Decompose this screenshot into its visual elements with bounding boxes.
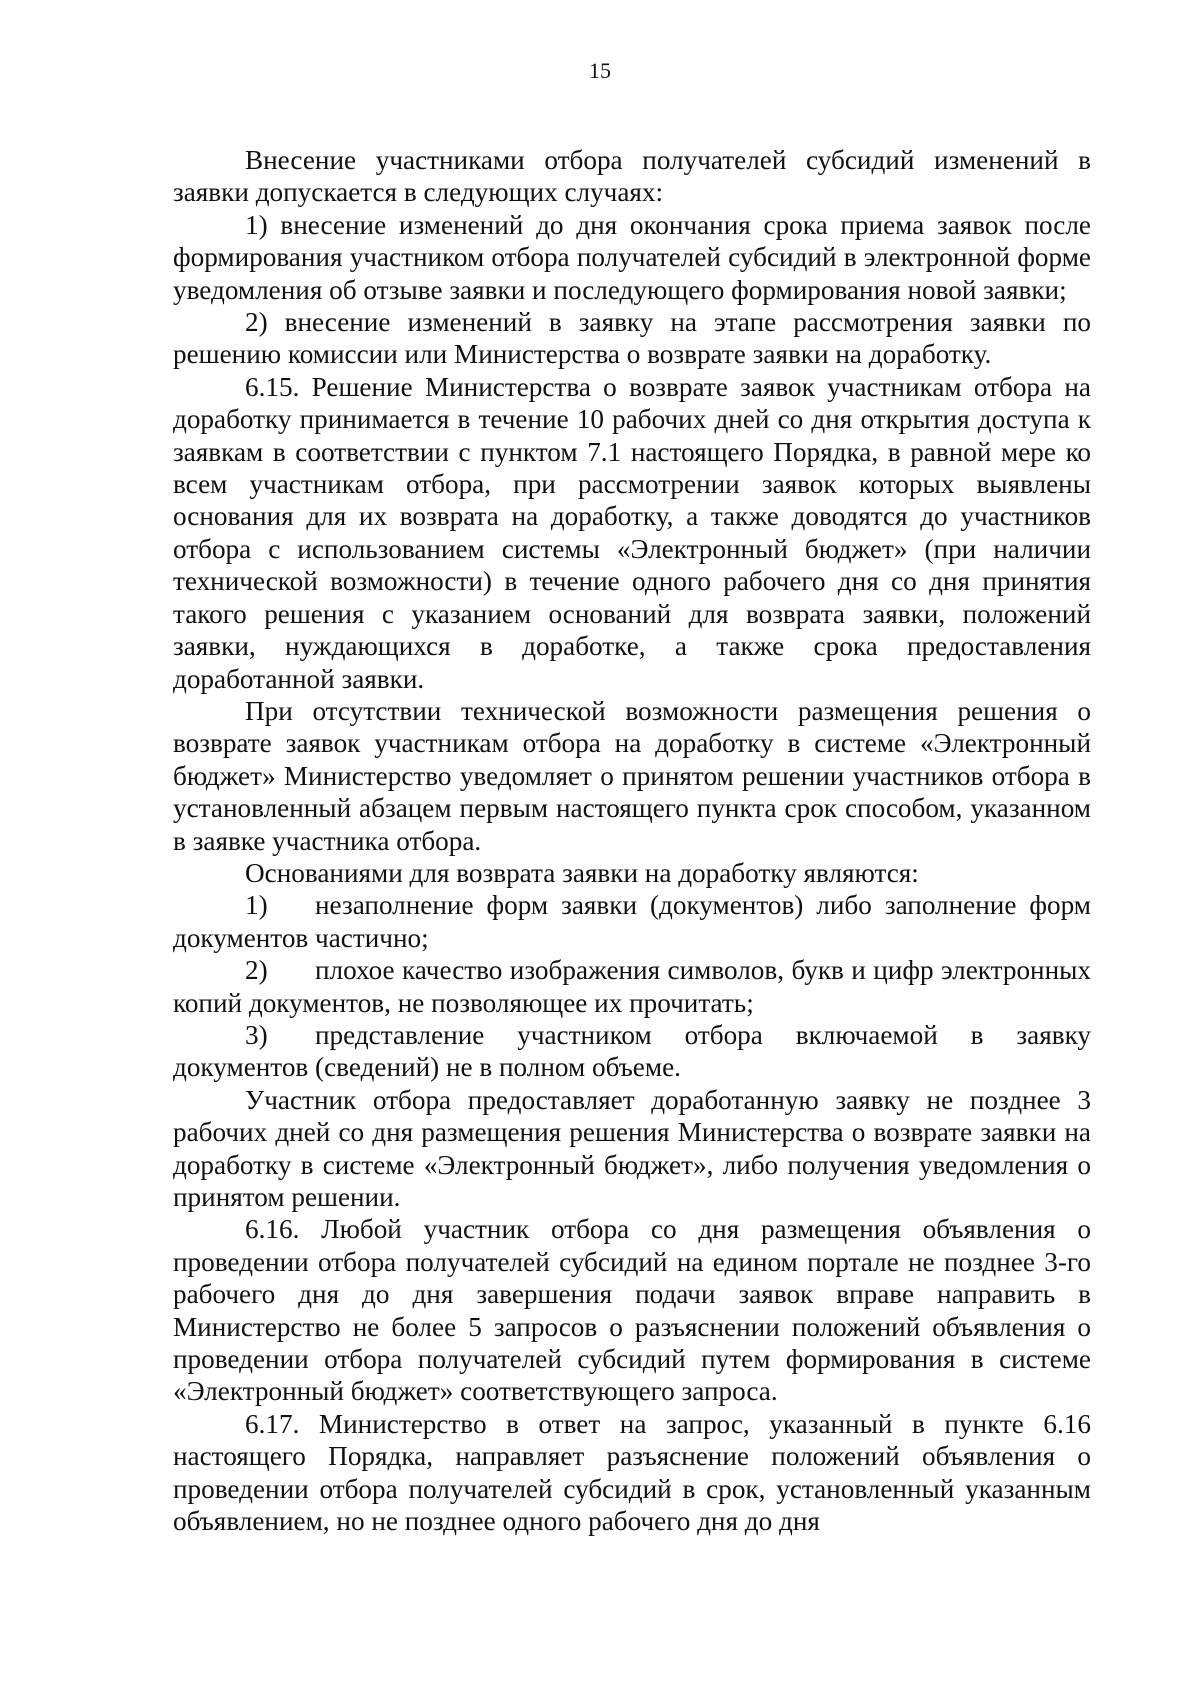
list-item-number: 1): [245, 890, 268, 921]
paragraph-6-15: 6.15. Решение Министерства о возврате заявок участникам отбора на доработку принимается в течение 10 рабочих дней со дня открытия доступа к заявкам в соответствии с пунктом 7.1 настоящего Порядка, в равной мере ко всем участникам отбора, при рассмотрении заявок которых выявлены основания для их возврата на доработку, а также доводятся до участников отбора с использованием системы «Электронный бюджет» (при наличии технической возможности) в течение одного рабочего дня со дня принятия такого решения с указанием оснований для возврата заявки, положений заявки, нуждающихся в доработке, а также срока предоставления доработанной заявки.: [173, 371, 1091, 694]
paragraph-case-1: 1) внесение изменений до дня окончания срока приема заявок после формирования участником отбора получателей субсидий в электронной форме уведомления об отзыве заявки и последующего формирования новой заявки;: [173, 209, 1091, 305]
paragraph-case-2: 2) внесение изменений в заявку на этапе рассмотрения заявки по решению комиссии или Министерства о возврате заявки на доработку.: [173, 307, 1091, 370]
list-item-text: представление участником отбора включаемой в заявку документов (сведений) не в полном объеме.: [173, 1019, 1091, 1083]
paragraph-6-17: 6.17. Министерство в ответ на запрос, указанный в пункте 6.16 настоящего Порядка, направляет разъяснение положений объявления о проведении отбора получателей субсидий в срок, установленный указанным объявлением, но не позднее одного рабочего дня до дня: [173, 1408, 1091, 1537]
list-item-text: плохое качество изображения символов, букв и цифр электронных копий документов, не позволяющее их прочитать;: [173, 955, 1091, 1018]
list-item: [173, 954, 1091, 1019]
paragraph-changes-intro: Внесение участниками отбора получателей субсидий изменений в заявки допускается в следующих случаях:: [173, 145, 1091, 208]
paragraph-resubmission: Участник отбора предоставляет доработанную заявку не позднее 3 рабочих дней со дня размещения решения Министерства о возврате заявки на доработку в системе «Электронный бюджет», либо получения уведомления о принятом решении.: [173, 1084, 1091, 1212]
list-item-number: 2): [245, 955, 268, 986]
paragraph-6-16: 6.16. Любой участник отбора со дня размещения объявления о проведении отбора получателей субсидий на едином портале не позднее 3-го рабочего дня до дня завершения подачи заявок вправе направить в Министерство не более 5 запросов о разъяснении положений объявления о проведении отбора получателей субсидий путем формирования в системе «Электронный бюджет» соответствующего запроса.: [173, 1214, 1091, 1407]
list-item-number: 3): [245, 1019, 268, 1050]
page-number: 15: [589, 58, 611, 83]
list-item: [173, 1019, 1091, 1084]
list-item: [173, 889, 1091, 954]
list-item-text: незаполнение форм заявки (документов) либо заполнение форм документов частично;: [173, 890, 1091, 953]
paragraph-no-tech-possibility: При отсутствии технической возможности размещения решения о возврате заявок участникам отбора на доработку в системе «Электронный бюджет» Министерство уведомляет о принятом решении участников отбора в установленный абзацем первым настоящего пункта срок способом, указанном в заявке участника отбора.: [173, 695, 1091, 856]
paragraph-grounds-intro: Основаниями для возврата заявки на доработку являются:: [245, 857, 919, 888]
document-body: [173, 144, 1091, 1537]
